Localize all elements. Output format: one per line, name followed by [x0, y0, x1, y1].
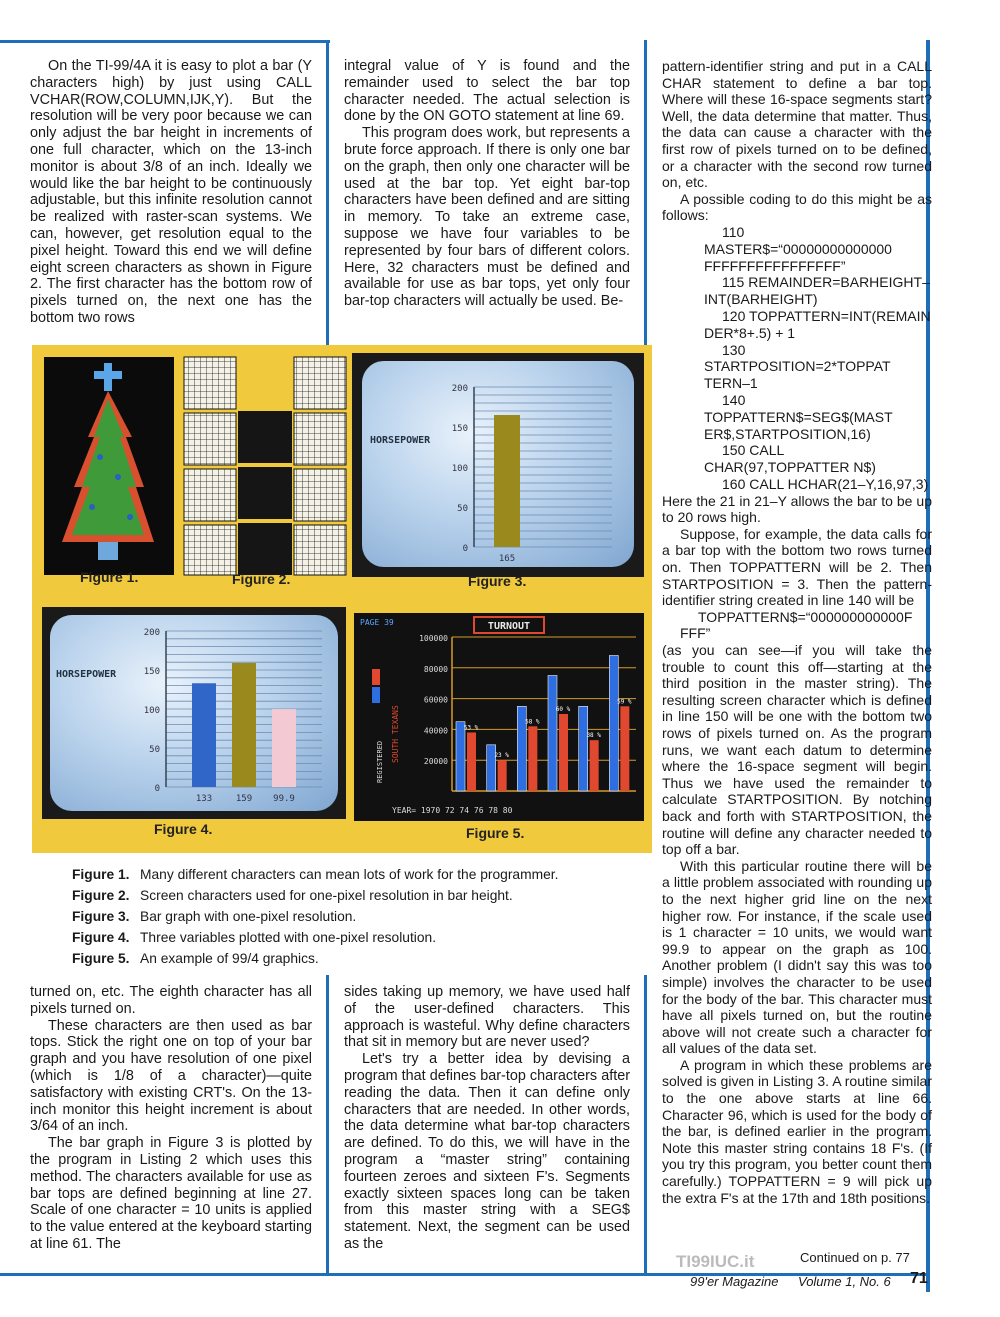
data-label: 23 %: [494, 752, 509, 760]
legend-swatch: [372, 687, 380, 703]
figure-5-screen: [354, 613, 644, 821]
y-tick-label: 60000: [423, 695, 448, 705]
y-tick-label: 100000: [419, 634, 448, 643]
figure-4-screen: [42, 607, 346, 819]
y-tick-label: 100: [451, 464, 468, 474]
page-number: 71: [910, 1270, 928, 1287]
y-tick-label: 50: [149, 745, 160, 755]
bar-top-character-grid: [182, 355, 350, 577]
code-example: TOPPATTERN$=“000000000000F FFF”: [680, 608, 913, 642]
paragraph: A possible coding to do this might be as follows:: [662, 190, 932, 224]
paragraph: On the TI-99/4A it is easy to plot a bar (Y characters high) by just using CALL VCHAR(ROW,COLUMN,IJK,Y). But the resolution will be very poor because we can only adjust the bar height in increments of one full character, which on the 13-inch monitor is about 3/8 of an inch. Ideally we would like the bar height to be continuously adjustable, but this infinite resolution cannot be realized with raster-scan systems. We can, however, get resolution equal to the pixel height. Toward this end we will define eight screen characters as shown in Figure 2. The first character has the bottom row of pixels turned on, the next one has the bottom two rows: [30, 58, 312, 326]
code-line: 150 CALL CHAR(97,TOPPATTER N$): [704, 442, 876, 476]
x-axis-label: YEAR= 1970 72 74 76 78 80: [392, 806, 513, 815]
christmas-tree-image: [44, 357, 174, 575]
figure-3-screen: [352, 353, 644, 577]
bar-value-label: 99.9: [273, 794, 295, 804]
data-label: 58 %: [525, 718, 540, 726]
column-divider-4: [644, 975, 647, 1275]
caption-row: Figure 5. An example of 99/4 graphics.: [72, 951, 319, 966]
data-label: 38 %: [586, 732, 601, 740]
y-tick-label: 200: [143, 628, 160, 638]
code-line: 110 MASTER$=“00000000000000 FFFFFFFFFFFFFFFF”: [704, 223, 892, 274]
code-line: 115 REMAINDER=BARHEIGHT– INT(BARHEIGHT): [704, 274, 930, 308]
code-listing: [662, 224, 932, 493]
column-1-top: [30, 58, 312, 327]
figure-4-chart: [50, 615, 338, 811]
caption-row: Figure 2. Screen characters used for one-pixel resolution in bar height.: [72, 888, 513, 903]
figure-captions: [72, 864, 652, 969]
paragraph: pattern-identifier string and put in a CALL CHAR statement to define a bar top. Where will these 16-space segments start? Well, the data determine that matter. Thus, the data can cause a character with the first row of pixels turned on to be defined, or a character with the second row turned on, etc.: [662, 58, 932, 191]
figure-5-label: Figure 5.: [466, 825, 525, 841]
y-tick-label: 20000: [423, 757, 448, 767]
data-label: 53 %: [463, 724, 479, 732]
bar-value-label: 159: [235, 794, 253, 804]
bar: [272, 709, 296, 787]
column-2-bottom: [344, 984, 630, 1253]
data-label: 60 %: [555, 706, 571, 713]
y-tick-label: 50: [457, 504, 468, 514]
column-2-top: [344, 58, 630, 310]
y-tick-label: 150: [451, 424, 468, 434]
y-axis-label: SOUTH TEXANS: [391, 705, 400, 763]
continued-note: Continued on p. 77: [800, 1250, 910, 1265]
figure-panel: [32, 345, 652, 853]
figure-4-label: Figure 4.: [154, 821, 213, 837]
figure-1-label: Figure 1.: [80, 569, 139, 585]
column-divider-1: [326, 40, 329, 345]
paragraph: The bar graph in Figure 3 is plotted by the program in Listing 2 which uses this method. The characters available for use as bar tops are defined beginning at line 27. Scale of one character = 10 units is applied to the value entered at the keyboard starting at line 61. The: [30, 1135, 312, 1252]
y-tick-label: 80000: [423, 664, 448, 674]
bar: [467, 732, 476, 791]
y-tick-label: 0: [462, 544, 468, 554]
code-line: 120 TOPPATTERN=INT(REMAIN DER*8+.5) + 1: [704, 307, 931, 341]
bar: [609, 655, 618, 791]
paragraph: (as you can see—if you will take the trouble to count this off—starting at the third position in the master string). The resulting screen character which is defined in line 150 will be one with the bottom two rows of pixels turned on. As the program runs, we want each datum to determine where the 16-space segment will begin. Thus we have used the remainder to calculate STARTPOSITION. By notching back and forth with STARTPOSITION, the routine will define any character needed to top off a bar.: [662, 642, 932, 858]
paragraph: A program in which these problems are solved is given in Listing 3. A routine similar to the one above starts at line 66. Character 96, which is used for the body of the bar, is defined earlier in the program. Note this master string contains 18 F's. (If you try this program, you better count them carefully.) TOPPATTERN = 9 will pick up the extra F's at the 17th and 18th positions.: [662, 1056, 932, 1206]
paragraph: integral value of Y is found and the remainder used to select the bar top character needed. The actual selection is done by the ON GOTO statement at line 69.: [344, 58, 630, 125]
watermark: TI99IUC.it: [676, 1252, 755, 1271]
caption-row: Figure 1. Many different characters can mean lots of work for the programmer.: [72, 867, 559, 882]
figure-1-screen: [44, 357, 174, 575]
code-line: 160 CALL HCHAR(21–Y,16,97,3): [722, 475, 929, 492]
paragraph: sides taking up memory, we have used half of the user-defined characters. This approach is wasteful. Why define characters that sit in memory but are never used?: [344, 984, 630, 1051]
chart-title: TURNOUT: [487, 621, 531, 632]
caption-row: Figure 3. Bar graph with one-pixel resolution.: [72, 909, 357, 924]
y-tick-label: 0: [154, 784, 160, 794]
paragraph: Let's try a better idea by devising a program that defines bar-top characters after reading the data. Then it can define only characters that are needed. In other words, the data determine what bar-top characters are defined. To do this, we will have in the program a “master string” containing fourteen zeroes and sixteen F's. Segments exactly sixteen spaces long can be taken from this master string with a SEG$ statement. Next, the segment can be used as the: [344, 1051, 630, 1252]
bar: [620, 706, 629, 791]
figure-3-chart: [362, 361, 634, 567]
paragraph: These characters are then used as bar tops. Stick the right one on top of your bar graph and you have resolution of one pixel (which is 1/8 of a character)—quite satisfactory with existing CRT's. On the 13-inch monitor this height increment is about 3/64 of an inch.: [30, 1017, 312, 1135]
column-3: [662, 58, 932, 1206]
side-label: REGISTERED: [376, 740, 384, 783]
paragraph: This program does work, but represents a brute force approach. If there is only one bar on the graph, then only one character will be used at the bar top. Yet eight bar-top characters have been defined and are sitting in memory. To take an extreme case, suppose we have four variables to be represented by four bars of different colors. Here, 32 characters must be defined and available for use as bar tops, yet only four bar-top characters will actually be used. Be-: [344, 125, 630, 310]
bar: [548, 676, 557, 792]
code-line: 140 TOPPATTERN$=SEG$(MAST ER$,STARTPOSITION,16): [704, 391, 893, 442]
y-axis-label: HORSEPOWER: [56, 669, 117, 680]
figure-5-chart: [354, 613, 644, 821]
bar: [590, 740, 599, 791]
column-1-bottom: [30, 984, 312, 1253]
volume-info: Volume 1, No. 6: [798, 1274, 891, 1289]
magazine-name: 99'er Magazine: [690, 1274, 779, 1289]
figure-3-label: Figure 3.: [468, 573, 527, 589]
bar: [232, 663, 256, 787]
y-axis-label: HORSEPOWER: [370, 435, 431, 446]
paragraph: Here the 21 in 21–Y allows the bar to be up to 20 rows high.: [662, 492, 932, 526]
bar: [456, 722, 465, 791]
figure-2-characters: [182, 355, 350, 577]
y-tick-label: 200: [451, 384, 468, 394]
column-divider-3: [326, 975, 329, 1275]
y-tick-label: 40000: [423, 726, 448, 736]
bar: [192, 683, 216, 787]
code-line: 130 STARTPOSITION=2*TOPPAT TERN–1: [704, 341, 891, 392]
data-label: 59 %: [617, 698, 632, 706]
bar-value-label: 165: [498, 554, 516, 564]
top-rule-left: [0, 40, 330, 43]
caption-row: Figure 4. Three variables plotted with one-pixel resolution.: [72, 930, 437, 945]
bar: [579, 706, 588, 791]
page-label: PAGE 39: [360, 618, 394, 627]
bar: [559, 714, 568, 791]
bar: [494, 415, 520, 547]
paragraph: With this particular routine there will be a little problem associated with rounding up to the next higher grid line on the next higher row. For instance, if the scale used is 1 character = 10 units, we would want 99.9 to appear on the graph as 100. Another problem (I didn't say this was too simple) involves the character to be used for the body of the bar. This character must have all pixels turned on, but the routine above will not create such a character for all values of the data set.: [662, 857, 932, 1057]
bar-value-label: 133: [195, 794, 213, 804]
bar: [528, 726, 537, 791]
y-tick-label: 100: [143, 706, 160, 716]
legend-swatch: [372, 669, 380, 685]
bottom-rule: [0, 1273, 930, 1276]
bar: [498, 760, 507, 791]
column-divider-2: [644, 40, 647, 345]
paragraph: Suppose, for example, the data calls for a bar top with the bottom two rows turned on. Then TOPPATTERN will be 2. Then STARTPOSITION = 3. Then the pattern-identifier string created in line 140 will be: [662, 525, 932, 609]
paragraph: turned on, etc. The eighth character has all pixels turned on.: [30, 984, 312, 1017]
figure-2-label: Figure 2.: [232, 571, 291, 587]
y-tick-label: 150: [143, 667, 160, 677]
